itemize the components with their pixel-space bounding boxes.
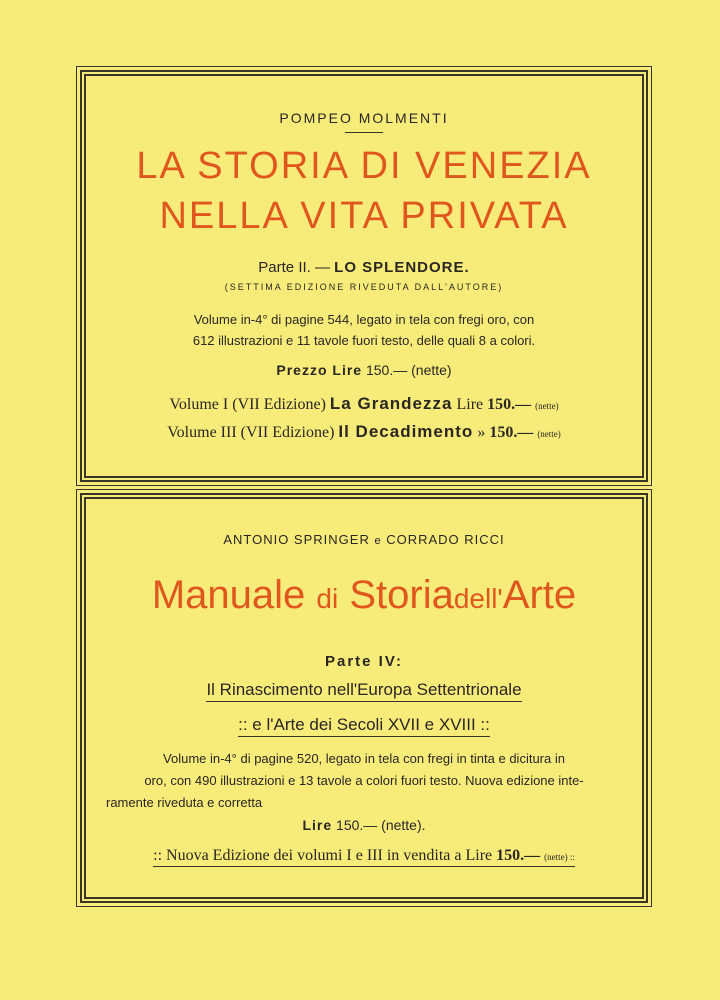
volume-price: 150.— [489,424,534,441]
volume-row [86,394,642,414]
part-prefix: Parte II. — [258,259,330,276]
description-line-3: ramente riveduta e corretta [106,795,263,810]
subtitle-text: :: e l'Arte dei Secoli XVII e XVIII :: [238,715,490,737]
footer-text: :: Nuova Edizione dei volumi I e III in vendita a Lire [153,847,493,864]
part-title: LO SPLENDORE. [334,259,470,276]
volume-note: (nette) [535,401,559,411]
title-word: dell' [453,583,503,614]
title-word: Arte [502,573,577,617]
footer-note: (nette) :: [544,852,575,862]
price-label: Lire [302,817,333,833]
description-line-2: 612 illustrazioni e 11 tavole fuori testo, delle quali 8 a colori. [192,333,536,348]
title-word: di [316,583,339,614]
ad-box-manuale-arte [80,493,648,903]
price-value: 150.— [365,362,408,378]
subtitle-text: Il Rinascimento nell'Europa Settentrionale [206,680,521,702]
volume-note: (nette) [537,429,561,439]
title-word: Storia [349,573,454,617]
subtitle-1 [86,680,642,700]
separator [345,132,383,133]
ad-box-storia-venezia [80,70,648,482]
volume-title: Il Decadimento [338,422,474,441]
authors-line [86,532,642,547]
volume-label: Volume I (VII Edizione) [169,396,326,413]
volume-row [86,422,642,442]
author-name: CORRADO RICCI [386,532,505,547]
footer-line [86,847,642,865]
author-name: POMPEO MOLMENTI [279,110,449,126]
description-line-2: oro, con 490 illustrazioni e 13 tavole a colori fuori testo. Nuova edizione inte- [144,773,584,788]
title-line-1: LA STORIA DI VENEZIA [136,145,592,187]
volume-price-prefix: » [477,424,486,441]
author-name: ANTONIO SPRINGER [223,532,370,547]
title-line-2: NELLA VITA PRIVATA [159,195,569,237]
part-line [86,259,642,276]
price-note: (nette). [381,817,426,833]
description-line-1: Volume in-4° di pagine 544, legato in tela con fregi oro, con [193,312,535,327]
part-label: Parte IV: [324,653,404,670]
price-line [86,817,642,833]
price-note: (nette) [411,362,452,378]
subtitle-2 [86,715,642,735]
price-value: 150.— [336,817,378,833]
description-line-1: Volume in-4° di pagine 520, legato in tela con fregi in tinta e dicitura in [163,751,565,766]
footer-price: 150.— [496,847,541,864]
price-line [86,362,642,378]
title-word: Manuale [151,573,306,617]
volume-title: La Grandezza [329,394,453,413]
volume-price: 150.— [487,396,532,413]
volume-label: Volume III (VII Edizione) [167,424,335,441]
footer-text-wrap [153,847,575,867]
volume-price-prefix: Lire [456,396,484,413]
author-conjunction: e [374,535,382,547]
edition-note: (SETTIMA EDIZIONE RIVEDUTA DALL'AUTORE) [224,282,504,292]
book-title [86,571,642,623]
price-label: Prezzo Lire [276,362,363,378]
